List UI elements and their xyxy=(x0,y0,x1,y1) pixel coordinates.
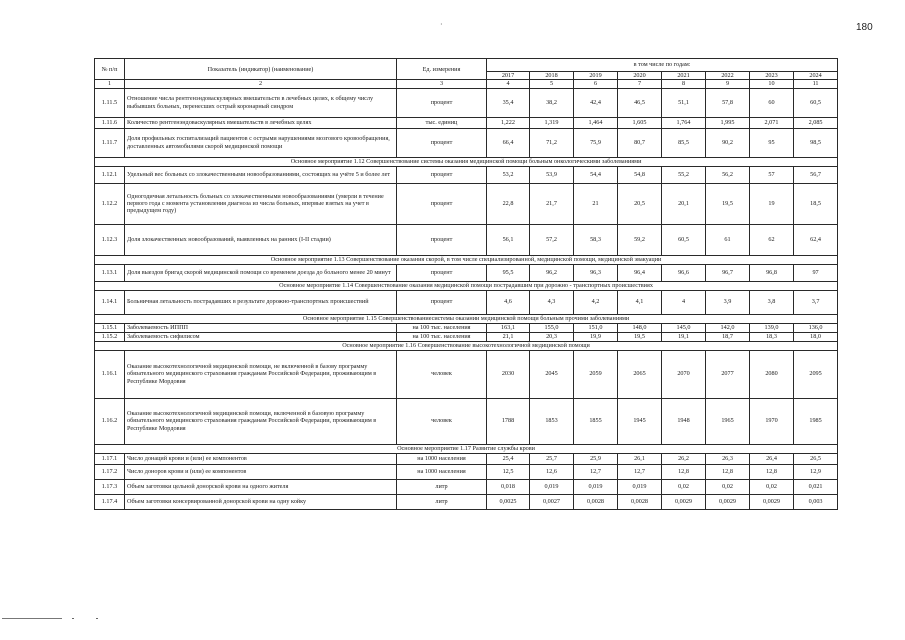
year-value: 26,2 xyxy=(662,453,706,464)
year-value: 2059 xyxy=(574,350,618,398)
year-value: 0,0029 xyxy=(706,494,750,509)
year-value: 96,4 xyxy=(618,264,662,281)
header-year: 2024 xyxy=(794,72,838,80)
index-cell: 11 xyxy=(794,80,838,88)
indicator-name: Доля профильных госпитализаций пациентов с острыми нарушениями мозгового кровообращения, доставленных автомобилями скорой медицинской помощи xyxy=(125,128,397,157)
year-value: 57,2 xyxy=(530,224,574,255)
year-value: 155,0 xyxy=(530,323,574,332)
row-number: 1.16.2 xyxy=(95,398,125,444)
year-value: 4,2 xyxy=(574,290,618,314)
row-number: 1.13.1 xyxy=(95,264,125,281)
row-number: 1.12.2 xyxy=(95,183,125,224)
unit-cell: на 100 тыс. населения xyxy=(397,332,487,341)
year-value: 0,021 xyxy=(794,479,838,494)
year-value: 4,3 xyxy=(530,290,574,314)
index-cell: 5 xyxy=(530,80,574,88)
year-value: 139,0 xyxy=(750,323,794,332)
year-value: 0,019 xyxy=(618,479,662,494)
year-value: 59,2 xyxy=(618,224,662,255)
scan-speck: · xyxy=(440,20,443,29)
year-value: 0,0028 xyxy=(574,494,618,509)
indicators-table xyxy=(94,58,838,510)
unit-cell: человек xyxy=(397,350,487,398)
year-value: 96,7 xyxy=(706,264,750,281)
scan-artifact xyxy=(72,618,74,619)
year-value: 0,0028 xyxy=(618,494,662,509)
indicator-name: Удельный вес больных со злокачественными новообразованиями, состоящих на учёте 5 и более лет xyxy=(125,166,397,183)
header-years-group: в том числе по годам: xyxy=(487,59,838,72)
year-value: 20,3 xyxy=(530,332,574,341)
year-value: 0,0027 xyxy=(530,494,574,509)
section-heading-row xyxy=(95,157,838,166)
year-value: 12,8 xyxy=(750,464,794,479)
year-value: 4,6 xyxy=(487,290,530,314)
row-number: 1.17.3 xyxy=(95,479,125,494)
year-value: 54,4 xyxy=(574,166,618,183)
index-cell: 8 xyxy=(662,80,706,88)
unit-cell: на 1000 населения xyxy=(397,453,487,464)
year-value: 25,9 xyxy=(574,453,618,464)
year-value: 53,9 xyxy=(530,166,574,183)
year-value: 4,1 xyxy=(618,290,662,314)
table-row xyxy=(95,117,838,128)
index-cell: 7 xyxy=(618,80,662,88)
table-row xyxy=(95,264,838,281)
year-value: 55,2 xyxy=(662,166,706,183)
year-value: 2,085 xyxy=(794,117,838,128)
year-value: 12,6 xyxy=(530,464,574,479)
year-value: 4 xyxy=(662,290,706,314)
scan-artifact xyxy=(96,618,98,619)
unit-cell: процент xyxy=(397,290,487,314)
year-value: 19,9 xyxy=(574,332,618,341)
unit-cell: процент xyxy=(397,166,487,183)
year-value: 96,2 xyxy=(530,264,574,281)
unit-cell: процент xyxy=(397,88,487,117)
index-cell: 2 xyxy=(125,80,397,88)
table-row xyxy=(95,128,838,157)
year-value: 38,2 xyxy=(530,88,574,117)
year-value: 18,5 xyxy=(794,183,838,224)
table-row xyxy=(95,224,838,255)
row-number: 1.14.1 xyxy=(95,290,125,314)
year-value: 0,019 xyxy=(530,479,574,494)
year-value: 145,0 xyxy=(662,323,706,332)
indicator-name: Объем заготовки консервированной донорской крови на одну койку xyxy=(125,494,397,509)
section-heading: Основное мероприятие 1.14 Совершенствование оказания медицинской помощи пострадавшим при дорожно - транспортных происшествиях xyxy=(95,281,838,290)
indicator-name: Одногодичная летальность больных со злокачественными новообразованиями (умерли в течение первого года с момента установления диагноза из числа больных, впервые взятых на учет в предыдущем году) xyxy=(125,183,397,224)
year-value: 0,018 xyxy=(487,479,530,494)
table-row xyxy=(95,88,838,117)
year-value: 21,7 xyxy=(530,183,574,224)
year-value: 1970 xyxy=(750,398,794,444)
year-value: 58,3 xyxy=(574,224,618,255)
year-value: 2030 xyxy=(487,350,530,398)
table-row xyxy=(95,166,838,183)
year-value: 2080 xyxy=(750,350,794,398)
year-value: 3,8 xyxy=(750,290,794,314)
indicator-name: Оказание высокотехнологичной медицинской помощи, включенной в базовую программу обязательного медицинского страхования гражданам Российской Федерации, проживающим в Республике Мордовия xyxy=(125,398,397,444)
header-year: 2017 xyxy=(487,72,530,80)
year-value: 2,071 xyxy=(750,117,794,128)
year-value: 20,5 xyxy=(618,183,662,224)
header-year: 2021 xyxy=(662,72,706,80)
indicator-name: Число доноров крови и (или) ее компонентов xyxy=(125,464,397,479)
unit-cell: на 100 тыс. населения xyxy=(397,323,487,332)
table-row xyxy=(95,479,838,494)
indicator-name: Количество рентгенэндоваскулярных вмешательств в лечебных целях xyxy=(125,117,397,128)
year-value: 96,8 xyxy=(750,264,794,281)
year-value: 21,1 xyxy=(487,332,530,341)
section-heading-row xyxy=(95,341,838,350)
year-value: 136,0 xyxy=(794,323,838,332)
row-number: 1.12.3 xyxy=(95,224,125,255)
year-value: 96,3 xyxy=(574,264,618,281)
year-value: 53,2 xyxy=(487,166,530,183)
page-number: 180 xyxy=(856,22,873,33)
section-heading-row xyxy=(95,255,838,264)
table-row xyxy=(95,398,838,444)
unit-cell: процент xyxy=(397,224,487,255)
table-row xyxy=(95,453,838,464)
row-number: 1.17.2 xyxy=(95,464,125,479)
header-year: 2019 xyxy=(574,72,618,80)
section-heading: Основное мероприятие 1.16 Совершенствование высокотехнологичной медицинской помощи xyxy=(95,341,838,350)
year-value: 148,0 xyxy=(618,323,662,332)
year-value: 12,7 xyxy=(618,464,662,479)
year-value: 19 xyxy=(750,183,794,224)
year-value: 25,4 xyxy=(487,453,530,464)
scan-artifact xyxy=(2,618,62,619)
header-indicator: Показатель (индикатор) (наименование) xyxy=(125,59,397,80)
table-row xyxy=(95,290,838,314)
row-number: 1.17.4 xyxy=(95,494,125,509)
index-cell: 9 xyxy=(706,80,750,88)
year-value: 22,8 xyxy=(487,183,530,224)
year-value: 25,7 xyxy=(530,453,574,464)
section-heading: Основное мероприятие 1.13 Совершенствование оказания скорой, в том числе специализированной, медицинской помощи, медицинской эвакуации xyxy=(95,255,838,264)
index-cell: 4 xyxy=(487,80,530,88)
year-value: 56,2 xyxy=(706,166,750,183)
year-value: 61 xyxy=(706,224,750,255)
year-value: 12,5 xyxy=(487,464,530,479)
year-value: 0,003 xyxy=(794,494,838,509)
year-value: 75,9 xyxy=(574,128,618,157)
header-year: 2023 xyxy=(750,72,794,80)
year-value: 57 xyxy=(750,166,794,183)
indicator-name: Доля выездов бригад скорой медицинской помощи со временем доезда до больного менее 20 минут xyxy=(125,264,397,281)
year-value: 60,5 xyxy=(794,88,838,117)
section-heading-row xyxy=(95,314,838,323)
header-year: 2018 xyxy=(530,72,574,80)
indicator-name: Объем заготовки цельной донорской крови на одного жителя xyxy=(125,479,397,494)
year-value: 1788 xyxy=(487,398,530,444)
section-heading: Основное мероприятие 1.17 Развитие службы крови xyxy=(95,444,838,453)
header-number: № п/п xyxy=(95,59,125,80)
year-value: 1,222 xyxy=(487,117,530,128)
year-value: 18,0 xyxy=(794,332,838,341)
year-value: 2070 xyxy=(662,350,706,398)
year-value: 18,3 xyxy=(750,332,794,341)
year-value: 3,9 xyxy=(706,290,750,314)
table-row xyxy=(95,464,838,479)
indicator-name: Отношение числа рентгенэндоваскулярных вмешательств в лечебных целях, к общему числу выбывших больных, перенесших острый коронарный синдром xyxy=(125,88,397,117)
indicator-name: Заболеваемость ИППП xyxy=(125,323,397,332)
year-value: 1985 xyxy=(794,398,838,444)
table-row xyxy=(95,494,838,509)
unit-cell: человек xyxy=(397,398,487,444)
table-row xyxy=(95,350,838,398)
year-value: 0,0025 xyxy=(487,494,530,509)
table-row xyxy=(95,332,838,341)
year-value: 0,02 xyxy=(706,479,750,494)
year-value: 1,464 xyxy=(574,117,618,128)
section-heading: Основное мероприятие 1.15 Совершенствованиесистемы оказании медицинской помощи больным прочими заболеваниями xyxy=(95,314,838,323)
year-value: 1853 xyxy=(530,398,574,444)
year-value: 26,5 xyxy=(794,453,838,464)
unit-cell: процент xyxy=(397,183,487,224)
unit-cell: процент xyxy=(397,264,487,281)
year-value: 1,319 xyxy=(530,117,574,128)
year-value: 80,7 xyxy=(618,128,662,157)
table-row xyxy=(95,323,838,332)
year-value: 90,2 xyxy=(706,128,750,157)
year-value: 12,7 xyxy=(574,464,618,479)
year-value: 2065 xyxy=(618,350,662,398)
row-number: 1.11.6 xyxy=(95,117,125,128)
year-value: 0,019 xyxy=(574,479,618,494)
year-value: 2077 xyxy=(706,350,750,398)
year-value: 62,4 xyxy=(794,224,838,255)
year-value: 2095 xyxy=(794,350,838,398)
table-body xyxy=(95,88,838,509)
year-value: 51,1 xyxy=(662,88,706,117)
row-number: 1.17.1 xyxy=(95,453,125,464)
indicator-name: Заболеваемость сифилисом xyxy=(125,332,397,341)
year-value: 18,7 xyxy=(706,332,750,341)
row-number: 1.15.1 xyxy=(95,323,125,332)
row-number: 1.16.1 xyxy=(95,350,125,398)
row-number: 1.11.7 xyxy=(95,128,125,157)
year-value: 163,1 xyxy=(487,323,530,332)
year-value: 142,0 xyxy=(706,323,750,332)
index-cell: 10 xyxy=(750,80,794,88)
year-value: 12,8 xyxy=(662,464,706,479)
year-value: 71,2 xyxy=(530,128,574,157)
year-value: 19,5 xyxy=(706,183,750,224)
year-value: 97 xyxy=(794,264,838,281)
unit-cell: литр xyxy=(397,479,487,494)
header-year: 2020 xyxy=(618,72,662,80)
year-value: 26,4 xyxy=(750,453,794,464)
header-unit: Ед. измерения xyxy=(397,59,487,80)
year-value: 2045 xyxy=(530,350,574,398)
year-value: 0,0029 xyxy=(750,494,794,509)
year-value: 60 xyxy=(750,88,794,117)
row-number: 1.15.2 xyxy=(95,332,125,341)
year-value: 57,8 xyxy=(706,88,750,117)
year-value: 1,605 xyxy=(618,117,662,128)
year-value: 85,5 xyxy=(662,128,706,157)
year-value: 19,5 xyxy=(618,332,662,341)
indicator-name: Больничная летальность пострадавших в результате дорожно-транспортных происшествий xyxy=(125,290,397,314)
indicator-name: Доля злокачественных новообразований, выявленных на ранних (I-II стадии) xyxy=(125,224,397,255)
row-number: 1.12.1 xyxy=(95,166,125,183)
unit-cell: тыс. единиц xyxy=(397,117,487,128)
year-value: 1,764 xyxy=(662,117,706,128)
year-value: 56,1 xyxy=(487,224,530,255)
table-row xyxy=(95,183,838,224)
year-value: 1,995 xyxy=(706,117,750,128)
year-value: 20,1 xyxy=(662,183,706,224)
year-value: 35,4 xyxy=(487,88,530,117)
year-value: 98,5 xyxy=(794,128,838,157)
year-value: 26,3 xyxy=(706,453,750,464)
year-value: 1948 xyxy=(662,398,706,444)
year-value: 26,1 xyxy=(618,453,662,464)
year-value: 95 xyxy=(750,128,794,157)
year-value: 56,7 xyxy=(794,166,838,183)
year-value: 12,8 xyxy=(706,464,750,479)
year-value: 19,1 xyxy=(662,332,706,341)
year-value: 21 xyxy=(574,183,618,224)
year-value: 95,5 xyxy=(487,264,530,281)
section-heading-row xyxy=(95,444,838,453)
year-value: 0,0029 xyxy=(662,494,706,509)
year-value: 3,7 xyxy=(794,290,838,314)
row-number: 1.11.5 xyxy=(95,88,125,117)
year-value: 151,0 xyxy=(574,323,618,332)
year-value: 0,02 xyxy=(662,479,706,494)
section-heading-row xyxy=(95,281,838,290)
index-cell: 3 xyxy=(397,80,487,88)
year-value: 42,4 xyxy=(574,88,618,117)
year-value: 96,6 xyxy=(662,264,706,281)
unit-cell: литр xyxy=(397,494,487,509)
year-value: 1945 xyxy=(618,398,662,444)
year-value: 62 xyxy=(750,224,794,255)
year-value: 66,4 xyxy=(487,128,530,157)
year-value: 1855 xyxy=(574,398,618,444)
unit-cell: процент xyxy=(397,128,487,157)
year-value: 0,02 xyxy=(750,479,794,494)
year-value: 1965 xyxy=(706,398,750,444)
unit-cell: на 1000 населения xyxy=(397,464,487,479)
indicator-name: Оказание высокотехнологичной медицинской помощи, не включенной в базову программу обязательного медицинского страхования гражданам Российской Федерации, проживающим в Республике Мордовия xyxy=(125,350,397,398)
section-heading: Основное мероприятие 1.12 Совершенствование системы оказания медицинской помощи больным онкологическими заболеваниями xyxy=(95,157,838,166)
indicator-name: Число донаций крови и (или) ее компонентов xyxy=(125,453,397,464)
index-cell: 1 xyxy=(95,80,125,88)
header-year: 2022 xyxy=(706,72,750,80)
year-value: 54,8 xyxy=(618,166,662,183)
year-value: 12,9 xyxy=(794,464,838,479)
year-value: 60,5 xyxy=(662,224,706,255)
index-cell: 6 xyxy=(574,80,618,88)
year-value: 46,5 xyxy=(618,88,662,117)
